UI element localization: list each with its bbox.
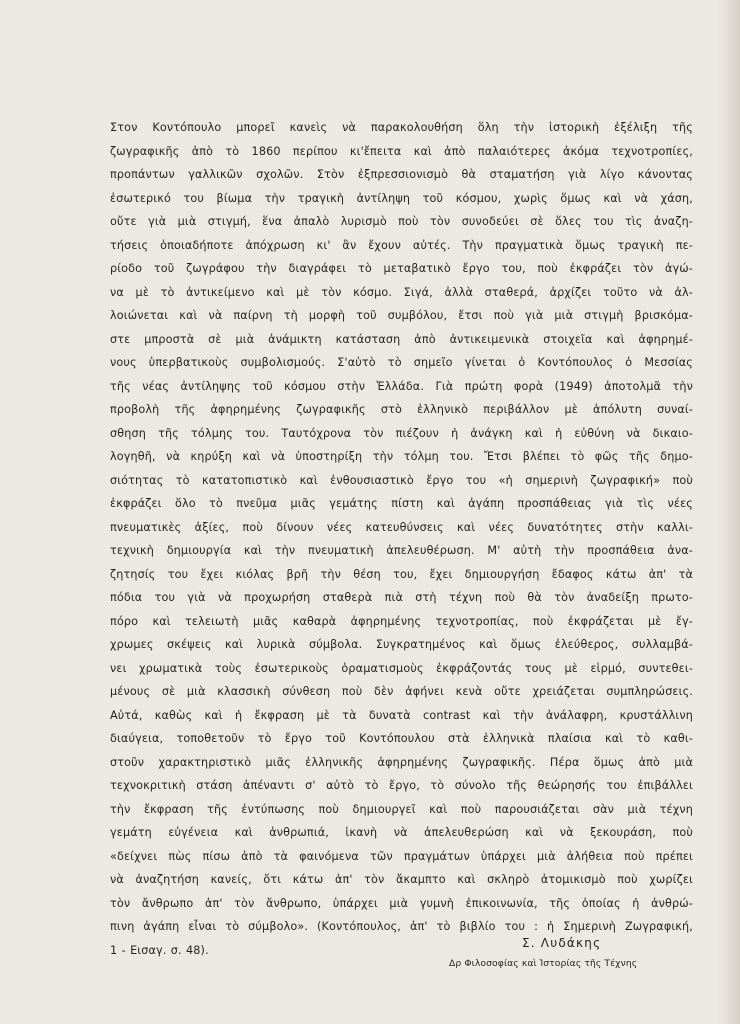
body-line: τεχνοκριτικὴ στάση ἀπέναντι σ' αὐτὸ τὸ ἔργο, τὸ σύνολο τῆς θεώρησής του ἐπιβάλλει xyxy=(110,779,693,792)
body-line: τήσεις ὁποιαδήποτε ἀπόχρωση κι' ἂν ἔχουν αὐτές. Τὴν πραγματικὰ ὅμως τραγικὴ πε- xyxy=(110,238,693,252)
body-line: στοῦν χαρακτηριστικὸ μιᾶς ἑλληνικῆς ἀφηρημένης ζωγραφικῆς. Πέρα ὅμως ἀπὸ μιὰ xyxy=(110,755,693,769)
body-line: νους ὑπερβατικοὺς συμβολισμούς. Σ'αὐτὸ τὸ σημεῖο γίνεται ὁ Κοντόπουλος ὁ Μεσσίας xyxy=(110,356,693,369)
body-line: λοιώνεται καὶ νὰ παίρνη τὴ μορφὴ τοῦ συμβόλου, ἔτσι ποὺ γιὰ μιὰ στιγμὴ βρισκόμα- xyxy=(110,309,693,322)
body-line: χρωμες σκέψεις καὶ λυρικὰ σύμβολα. Συγκρατημένος καὶ ὅμως ἐλεύθερος, συλλαμβά- xyxy=(110,638,693,651)
body-line: πνευματικὲς ἀξίες, ποὺ δίνουν νέες κατευθύνσεις καὶ νέες δυνατότητες στὴν καλλι- xyxy=(110,520,693,534)
body-line: «δείχνει πὼς πίσω ἀπὸ τὰ φαινόμενα τῶν πραγμάτων ὑπάρχει μιὰ ἀλήθεια ποὺ πρέπει xyxy=(110,849,693,863)
body-line: διαύγεια, τοποθετοῦν τὸ ἔργο τοῦ Κοντόπουλου στὰ ἑλληνικὰ πλαίσια καὶ τὸ καθι- xyxy=(110,732,693,745)
body-line: σθηση τῆς τόλμης του. Ταυτόχρονα τὸν πιέζουν ἡ ἀνάγκη καὶ ἡ εὐθύνη νὰ δικαιο- xyxy=(110,426,693,440)
author-name: Σ. Λυδάκης xyxy=(522,936,602,950)
body-line: ζητησίς του ἔχει κιόλας βρῆ τὴν θέση του, ἔχει δημιουργήση ἔδαφος κάτω ἀπ' τὰ xyxy=(110,567,693,581)
body-line: νὰ ἀναζητήση κανείς, ὅτι κάτω ἀπ' τὸν ἄκαμπτο καὶ σκληρὸ ἀτομικισμὸ ποὺ χωρίζει xyxy=(110,873,693,886)
body-line: Στον Κοντόπουλο μπορεῖ κανεὶς νὰ παρακολουθήση ὅλη τὴν ἱστορικὴ ἐξέλιξη τῆς xyxy=(110,121,693,134)
body-line: πινη ἀγάπη εἶναι τὸ σύμβολο». (Κοντόπουλος, ἀπ' τὸ βιβλίο του : ἡ Σημερινὴ Ζωγραφική, xyxy=(110,920,693,933)
body-line: ἐκφράζει ὅλο τὸ πνεῦμα μιᾶς γεμάτης πίστη καὶ ἀγάπη προσπάθειας γιὰ τὶς νέες xyxy=(110,497,693,510)
body-line: πόδια του γιὰ νὰ προχωρήση σταθερὰ πιὰ στὴ τέχνη ποὺ θὰ τὸν ἀναδείξη πρωτο- xyxy=(110,591,693,604)
body-paragraph xyxy=(110,116,693,962)
body-line: ἐσωτερικό του βίωμα τὴν τραγικὴ ἀντίληψη τοῦ κόσμου, χωρὶς ὅμως καὶ νὰ χάση, xyxy=(110,191,693,205)
signature-block xyxy=(449,930,710,972)
body-line: οὔτε γιὰ μιὰ στιγμή, ἕνα ἀπαλὸ λυρισμὸ ποὺ τὸν συνοδεύει σὲ ὅλες του τὶς ἀναζη- xyxy=(110,215,693,228)
body-line: νει χρωματικὰ τοὺς ἐσωτερικοὺς ὁραματισμοὺς ἐκφράζοντάς τους μὲ εἱρμό, συντεθει- xyxy=(110,661,693,675)
body-line: να μὲ τὸ ἀντικείμενο καὶ μὲ τὸν κόσμο. Σιγά, ἀλλὰ σταθερά, ἀρχίζει τοῦτο νὰ ἀλ- xyxy=(110,285,693,299)
body-line: ζωγραφικῆς ἀπὸ τὸ 1860 περίπου κι'ἔπειτα καὶ ἀπὸ παλαιότερες ἀκόμα τεχνοτροπίες, xyxy=(110,144,693,158)
author-title: Δρ Φιλοσοφίας καὶ Ἱστορίας τῆς Τέχνης xyxy=(449,958,638,969)
body-line: στε μπροστὰ σὲ μιὰ ἀνάμικτη κατάσταση ἀπὸ ἀντικειμενικὰ στοιχεῖα καὶ ἀφηρημέ- xyxy=(110,332,693,346)
body-line: τὴν ἔκφραση τῆς ἐντύπωσης ποὺ δημιουργεῖ καὶ ποὺ παρουσιάζεται σὰν μιὰ τέχνη xyxy=(110,802,693,816)
page-edge-shadow xyxy=(718,0,740,1024)
body-line: τῆς νέας ἀντίληψης τοῦ κόσμου στὴν Ἑλλάδα. Γιὰ πρώτη φορὰ (1949) ἀποτολμᾶ τὴν xyxy=(110,379,693,393)
body-line: λογηθῆ, νὰ κηρύξη καὶ νὰ ὑποστηρίξη τὴν τόλμη του. Ἔτσι βλέπει τὸ φῶς τῆς δημο- xyxy=(110,450,693,463)
body-line: προπάντων γαλλικῶν σχολῶν. Στὸν ἐξπρεσσιονισμὸ θὰ σταματήση γιὰ λίγο κάνοντας xyxy=(110,168,693,181)
body-line: πόρο καὶ τελειωτὴ μιᾶς καθαρὰ ἀφηρημένης τεχνοτροπίας, ποὺ ἐκφράζεται μὲ ἔγ- xyxy=(110,614,693,628)
body-line: τεχνικὴ δημιουργία καὶ τὴν πνευματικὴ ἀπελευθέρωση. Μ' αὐτὴ τὴν προσπάθεια ἀνα- xyxy=(110,544,693,557)
body-line-last: 1 - Εισαγ. σ. 48). xyxy=(110,943,209,957)
body-line: ρίοδο τοῦ ζωγράφου τὴν διαγράφει τὸ μεταβατικὸ ἔργο του, ποὺ ἐκφράζει τὸν ἀγώ- xyxy=(110,262,693,275)
body-line: προβολὴ τῆς ἀφηρημένης ζωγραφικῆς στὸ ἑλληνικὸ περιβάλλον μὲ ἀπόλυτη συναί- xyxy=(110,403,693,416)
body-line: τὸν ἄνθρωπο ἀπ' τὸν ἄνθρωπο, ὑπάρχει μιὰ γυμνὴ ἐπικοινωνία, τῆς ὁποίας ἡ ἀνθρώ- xyxy=(110,896,693,910)
body-line: μένους σὲ μιὰ κλασσικὴ σύνθεση ποὺ δὲν ἀφήνει κενὰ οὔτε χρειάζεται συμπληρώσεις. xyxy=(110,685,693,698)
body-line: γεμάτη εὐγένεια καὶ ἀνθρωπιά, ἱκανὴ νὰ ἀπελευθερώση καὶ νὰ ξεκουράση, ποὺ xyxy=(110,826,693,839)
body-line: Αὐτά, καθὼς καὶ ἡ ἔκφραση μὲ τὰ δυνατὰ contrast καὶ τὴν ἀνάλαφρη, κρυστάλλινη xyxy=(110,708,693,722)
body-line: σιότητας τὸ κατατοπιστικὸ καὶ ἐνθουσιαστικὸ ἔργο του «ἡ σημερινὴ ζωγραφική» ποὺ xyxy=(110,473,693,487)
